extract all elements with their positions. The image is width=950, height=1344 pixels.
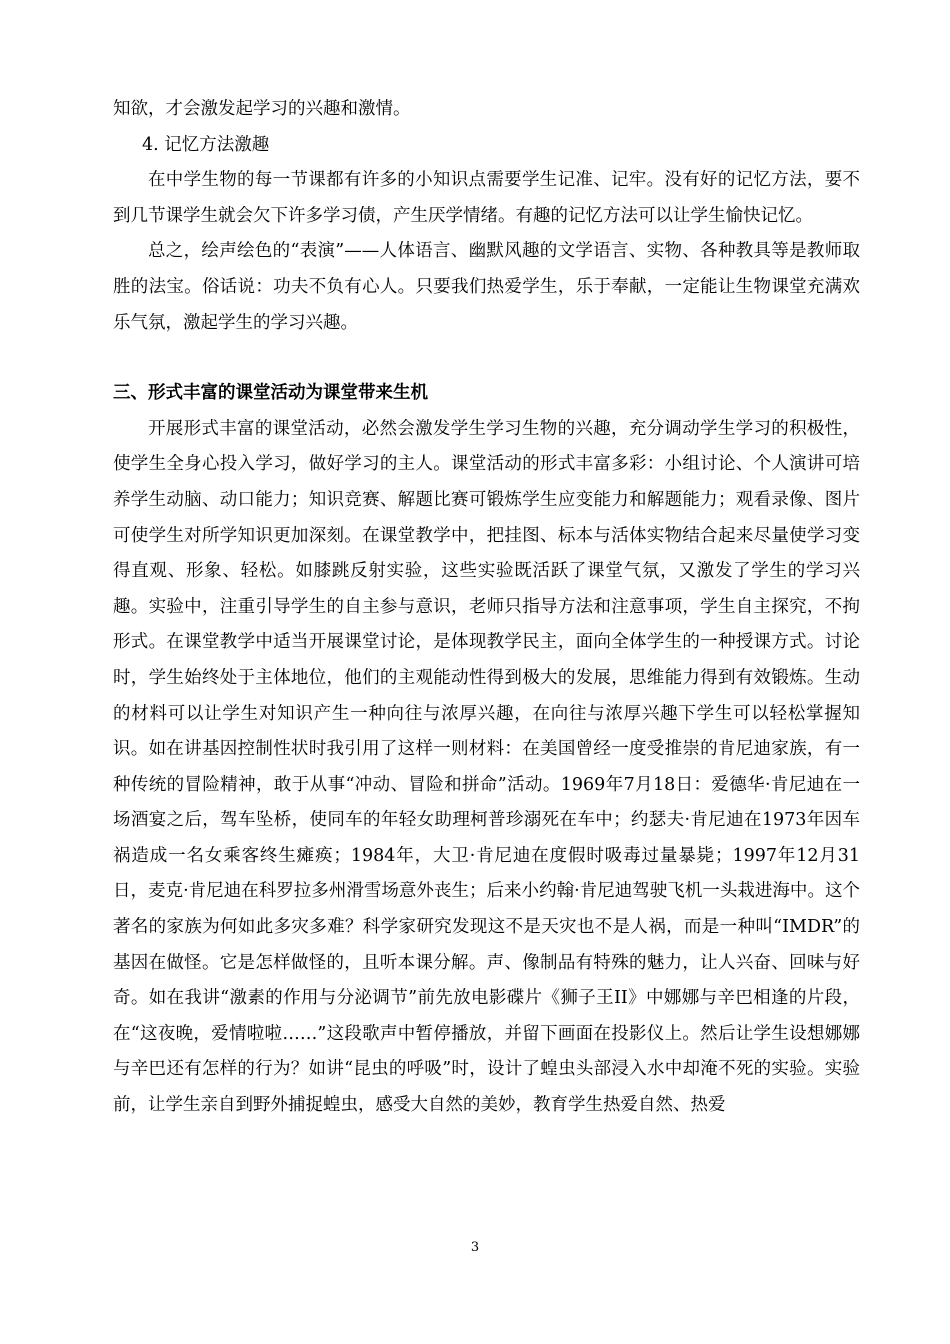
document-body (113, 92, 860, 1124)
page-number: 3 (470, 1240, 480, 1255)
paragraph-classroom-activities: 开展形式丰富的课堂活动，必然会激发学生学习生物的兴趣，充分调动学生学习的积极性，使学生全身心投入学习，做好学习的主人。课堂活动的形式丰富多彩：小组讨论、个人演讲可培养学生动脑、动口能力；知识竞赛、解题比赛可锻炼学生应变能力和解题能力；观看录像、图片可使学生对所学知识更加深刻。在课堂教学中，把挂图、标本与活体实物结合起来尽量使学习变得直观、形象、轻松。如膝跳反射实验，这些实验既活跃了课堂气氛，又激发了学生的学习兴趣。实验中，注重引导学生的自主参与意识，老师只指导方法和注意事项，学生自主探究，不拘形式。在课堂教学中适当开展课堂讨论，是体现教学民主，面向全体学生的一种授课方式。讨论时，学生始终处于主体地位，他们的主观能动性得到极大的发展，思维能力得到有效锻炼。生动的材料可以让学生对知识产生一种向往与浓厚兴趣，在向往与浓厚兴趣下学生可以轻松掌握知识。如在讲基因控制性状时我引用了这样一则材料：在美国曾经一度受推崇的肯尼迪家族，有一种传统的冒险精神，敢于从事“冲动、冒险和拼命”活动。1969年7月18日：爱德华·肯尼迪在一场酒宴之后，驾车坠桥，使同车的年轻女助理柯普珍溺死在车中；约瑟夫·肯尼迪在1973年因车祸造成一名女乘客终生瘫痪；1984年，大卫·肯尼迪在度假时吸毒过量暴毙；1997年12月31日，麦克·肯尼迪在科罗拉多州滑雪场意外丧生；后来小约翰·肯尼迪驾驶飞机一头栽进海中。这个著名的家族为何如此多灾多难？科学家研究发现这不是天灾也不是人祸，而是一种叫“IMDR”的基因在做怪。它是怎样做怪的，且听本课分解。声、像制品有特殊的魅力，让人兴奋、回味与好奇。如在我讲“激素的作用与分泌调节”前先放电影碟片《狮子王II》中娜娜与辛巴相逢的片段，在“这夜晚，爱情啦啦……”这段歌声中暂停播放，并留下画面在投影仪上。然后让学生设想娜娜与辛巴还有怎样的行为？如讲“昆虫的呼吸”时，设计了蝗虫头部浸入水中却淹不死的实验。实验前，让学生亲自到野外捕捉蝗虫，感受大自然的美妙，教育学生热爱自然、热爱 (113, 418, 860, 1116)
paragraph-continuation: 知欲，才会激发起学习的兴趣和激情。 (113, 99, 411, 119)
subheading-memory-method: 4. 记忆方法激趣 (142, 134, 270, 155)
paragraph-summary: 总之，绘声绘色的“表演”——人体语言、幽默风趣的文学语言、实物、各种教具等是教师取胜的法宝。俗话说：功夫不负有心人。只要我们热爱学生，乐于奉献，一定能让生物课堂充满欢乐气氛，激起学生的学习兴趣。 (113, 241, 860, 333)
paragraph-memory-method: 在中学生物的每一节课都有许多的小知识点需要学生记准、记牢。没有好的记忆方法，要不到几节课学生就会欠下许多学习债，产生厌学情绪。有趣的记忆方法可以让学生愉快记忆。 (113, 170, 860, 226)
section-heading-classroom-activities: 三、形式丰富的课堂活动为课堂带来生机 (113, 383, 428, 404)
